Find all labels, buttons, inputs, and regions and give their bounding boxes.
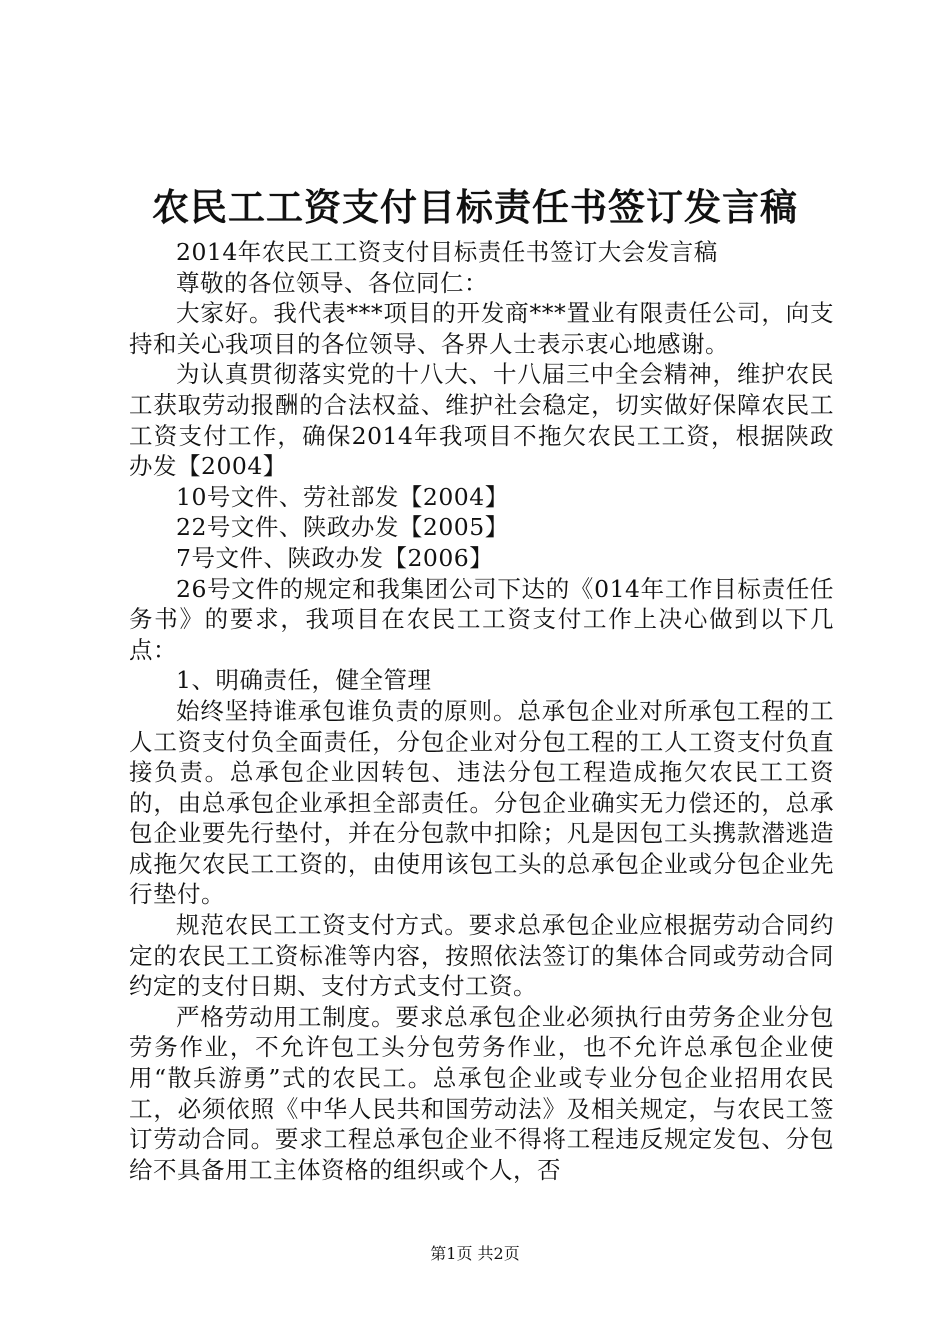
paragraph: 22号文件、陕政办发【2005】 xyxy=(176,513,509,542)
document-title: 农民工工资支付目标责任书签订发言稿 xyxy=(152,186,798,229)
document-body xyxy=(129,237,834,1185)
paragraph: 为认真贯彻落实党的十八大、十八届三中全会精神，维护农民工获取劳动报酬的合法权益、维护社会稳定，切实做好保障农民工工资支付工作，确保2014年我项目不拖欠农民工工资，根据陕政办发【2004】 xyxy=(129,360,834,481)
paragraph: 2014年农民工工资支付目标责任书签订大会发言稿 xyxy=(176,238,718,266)
paragraph: 规范农民工工资支付方式。要求总承包企业应根据劳动合同约定的农民工工资标准等内容，按照依法签订的集体合同或劳动合同约定的支付日期、支付方式支付工资。 xyxy=(129,911,834,1001)
page-number-footer: 第1页 共2页 xyxy=(430,1244,520,1263)
paragraph: 大家好。我代表***项目的开发商***置业有限责任公司，向支持和关心我项目的各位领导、各界人士表示衷心地感谢。 xyxy=(129,299,834,358)
paragraph: 尊敬的各位领导、各位同仁： xyxy=(176,268,488,297)
paragraph: 严格劳动用工制度。要求总承包企业必须执行由劳务企业分包劳务作业，不允许包工头分包劳务作业，也不允许总承包企业使用“散兵游勇”式的农民工。总承包企业或专业分包企业招用农民工，必须依照《中华人民共和国劳动法》及相关规定，与农民工签订劳动合同。要求工程总承包企业不得将工程违反规定发包、分包给不具备用工主体资格的组织或个人，否 xyxy=(129,1002,834,1184)
paragraph: 7号文件、陕政办发【2006】 xyxy=(176,543,494,572)
paragraph: 始终坚持谁承包谁负责的原则。总承包企业对所承包工程的工人工资支付负全面责任，分包企业对分包工程的工人工资支付负直接负责。总承包企业因转包、违法分包工程造成拖欠农民工工资的，由总承包企业承担全部责任。分包企业确实无力偿还的，总承包企业要先行垫付，并在分包款中扣除；凡是因包工头携款潜逃造成拖欠农民工工资的，由使用该包工头的总承包企业或分包企业先行垫付。 xyxy=(129,696,834,909)
section-heading: 1、明确责任，健全管理 xyxy=(176,666,432,695)
paragraph: 26号文件的规定和我集团公司下达的《014年工作目标责任任务书》的要求，我项目在农民工工资支付工作上决心做到以下几点： xyxy=(129,574,834,664)
paragraph: 10号文件、劳社部发【2004】 xyxy=(176,482,509,511)
